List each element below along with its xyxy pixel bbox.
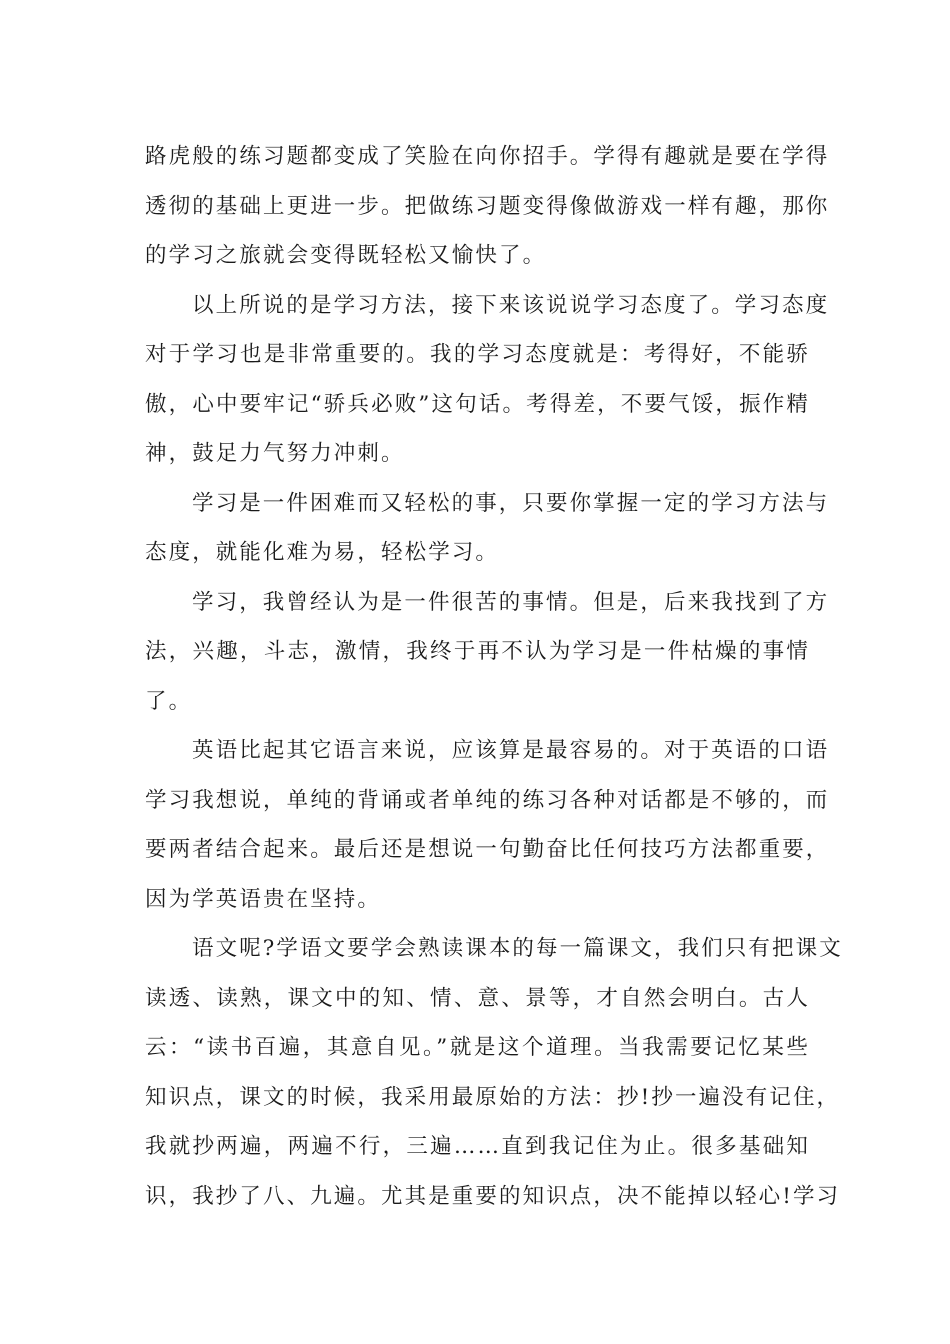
paragraph xyxy=(145,726,830,924)
text-line: 学习是一件困难而又轻松的事，只要你掌握一定的学习方法与 xyxy=(192,490,830,516)
text-line: 以上所说的是学习方法，接下来该说说学习态度了。学习态度 xyxy=(192,292,830,318)
paragraph xyxy=(145,281,830,479)
paragraph xyxy=(145,479,830,578)
text-line: 态度，就能化难为易，轻松学习。 xyxy=(145,540,500,565)
text-line: 云：“读书百遍，其意自见。”就是这个道理。当我需要记忆某些 xyxy=(145,1035,810,1060)
text-line: 学习我想说，单纯的背诵或者单纯的练习各种对话都是不够的，而 xyxy=(145,787,830,813)
text-line: 我就抄两遍，两遍不行，三遍……直到我记住为止。很多基础知 xyxy=(145,1134,810,1159)
text-line: 路虎般的练习题都变成了笑脸在向你招手。学得有趣就是要在学得 xyxy=(145,144,830,169)
paragraph xyxy=(145,132,830,281)
text-line: 语文呢?学语文要学会熟读课本的每一篇课文，我们只有把课文 xyxy=(192,936,843,961)
text-line: 对于学习也是非常重要的。我的学习态度就是：考得好，不能骄 xyxy=(145,342,810,367)
text-line: 要两者结合起来。最后还是想说一句勤奋比任何技巧方法都重要， xyxy=(145,837,830,862)
document-body xyxy=(145,132,843,1221)
text-line: 法，兴趣，斗志，激情，我终于再不认为学习是一件枯燥的事情 xyxy=(145,639,810,664)
text-line: 的学习之旅就会变得既轻松又愉快了。 xyxy=(145,243,547,268)
text-line: 了。 xyxy=(145,688,193,714)
paragraph xyxy=(145,924,843,1221)
text-line: 学习，我曾经认为是一件很苦的事情。但是，后来我找到了方 xyxy=(192,589,830,615)
text-line: 知识点，课文的时候，我采用最原始的方法：抄!抄一遍没有记住， xyxy=(145,1084,841,1110)
paragraph xyxy=(145,578,830,727)
text-line: 识，我抄了八、九遍。尤其是重要的知识点，决不能掉以轻心!学习 xyxy=(145,1183,841,1209)
text-line: 英语比起其它语言来说，应该算是最容易的。对于英语的口语 xyxy=(192,738,830,763)
text-line: 读透、读熟，课文中的知、情、意、景等，才自然会明白。古人 xyxy=(145,985,810,1011)
text-line: 透彻的基础上更进一步。把做练习题变得像做游戏一样有趣，那你 xyxy=(145,193,830,219)
text-line: 因为学英语贵在坚持。 xyxy=(145,886,382,912)
text-line: 傲，心中要牢记“骄兵必败”这句话。考得差，不要气馁，振作精 xyxy=(145,391,810,417)
text-line: 神，鼓足力气努力冲刺。 xyxy=(145,441,405,466)
